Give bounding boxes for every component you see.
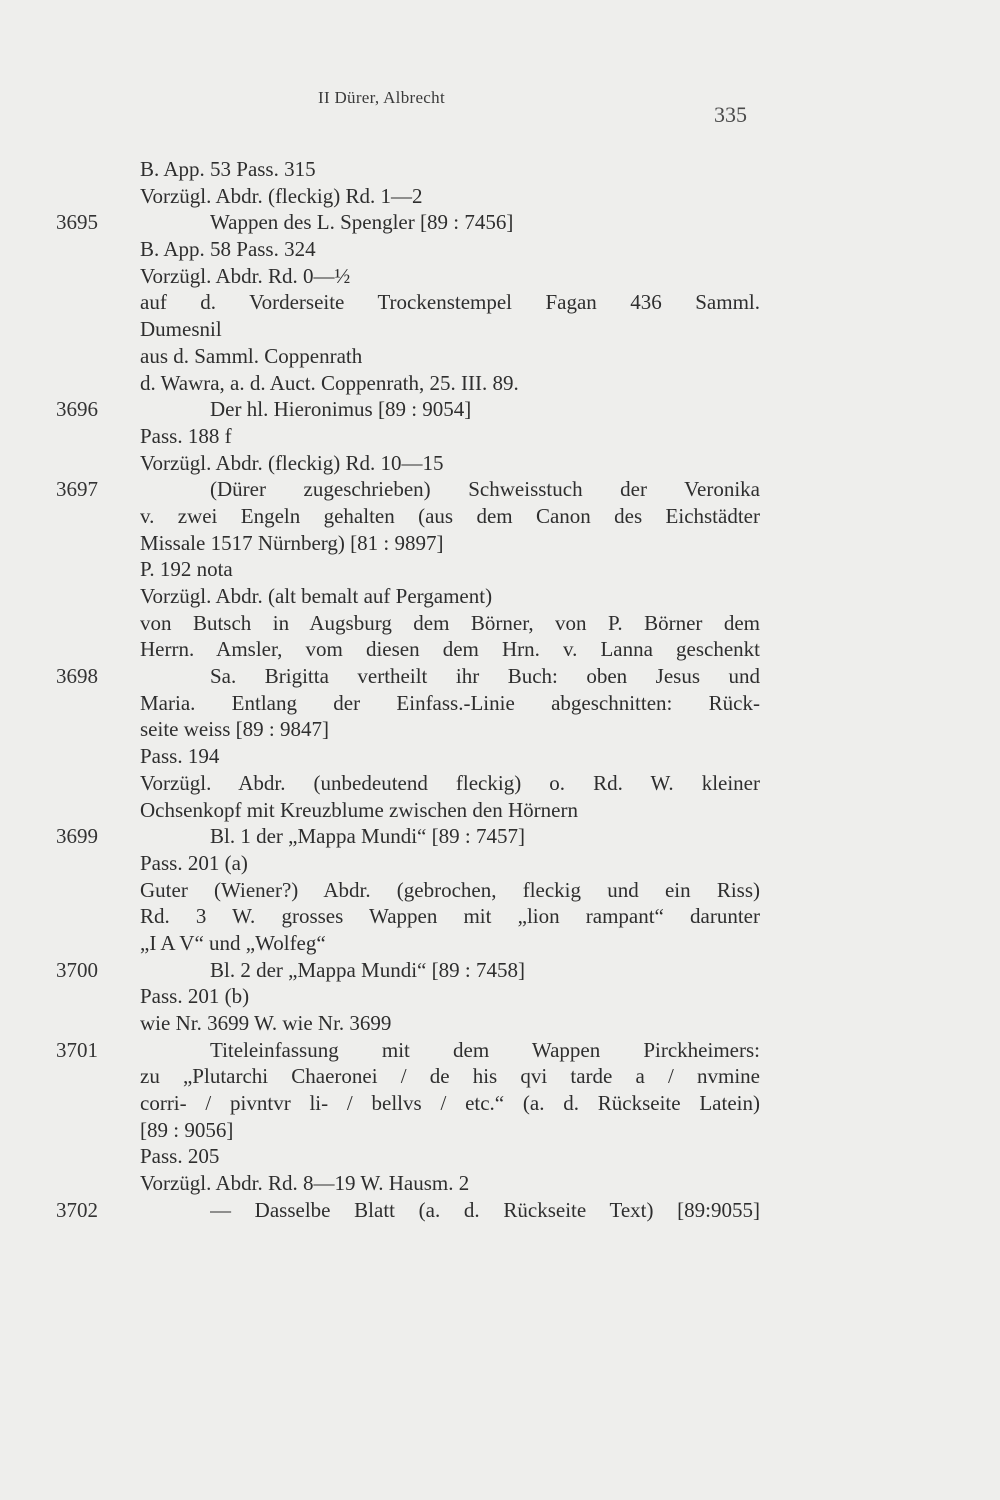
page-header (0, 88, 1000, 127)
catalog-line (0, 930, 1000, 957)
catalog-line (0, 690, 1000, 717)
entry-detail-line: seite weiss [89 : 9847] (140, 717, 329, 742)
catalog-line (0, 583, 1000, 610)
catalog-line (0, 636, 1000, 663)
catalog-line (0, 503, 1000, 530)
catalog-line (0, 236, 1000, 263)
catalog-line (0, 476, 1000, 503)
entry-number: 3697 (56, 477, 98, 502)
entry-title: Sa. Brigitta vertheilt ihr Buch: oben Jesus und (210, 664, 760, 689)
entry-number: 3695 (56, 210, 98, 235)
catalog-line (0, 209, 1000, 236)
catalog-line (0, 850, 1000, 877)
catalog-line (0, 1090, 1000, 1117)
catalog-line (0, 183, 1000, 210)
catalog-line (0, 1143, 1000, 1170)
entry-detail-line: d. Wawra, a. d. Auct. Coppenrath, 25. III. 89. (140, 370, 519, 395)
entry-detail-line: Rd. 3 W. grosses Wappen mit „lion rampant“ darunter (140, 904, 760, 929)
catalog-line (0, 743, 1000, 770)
entry-detail-line: Maria. Entlang der Einfass.-Linie abgeschnitten: Rück- (140, 690, 760, 715)
catalog-line (0, 823, 1000, 850)
page-number: 335 (714, 102, 747, 127)
entry-detail-line: Pass. 201 (b) (140, 984, 250, 1009)
catalog-line (0, 1197, 1000, 1224)
entry-detail-line: von Butsch in Augsburg dem Börner, von P. Börner dem (140, 610, 760, 635)
entry-detail-line: P. 192 nota (140, 557, 233, 582)
entry-detail-line: Vorzügl. Abdr. (alt bemalt auf Pergament) (140, 584, 493, 608)
entry-number: 3699 (56, 824, 98, 849)
entry-detail-line: corri- / pivntvr li- / bellvs / etc.“ (a. d. Rückseite Latein) (140, 1091, 760, 1116)
entry-detail-line: Vorzügl. Abdr. (fleckig) Rd. 1—2 (140, 183, 423, 208)
entry-title: — Dasselbe Blatt (a. d. Rückseite Text) [89:9055] (210, 1197, 760, 1222)
running-head: II Dürer, Albrecht (318, 88, 445, 107)
entry-number: 3700 (56, 957, 98, 982)
catalog-line (0, 957, 1000, 984)
entry-detail-line: auf d. Vorderseite Trockenstempel Fagan 436 Samml. (140, 290, 760, 315)
entry-detail-line: B. App. 53 Pass. 315 (140, 157, 316, 181)
entry-number: 3701 (56, 1037, 98, 1062)
entry-detail-line: [89 : 9056] (140, 1117, 234, 1142)
catalog-line (0, 983, 1000, 1010)
catalog-line (0, 1170, 1000, 1197)
catalog-line (0, 797, 1000, 824)
entry-title: Titeleinfassung mit dem Wappen Pirckheimers: (210, 1037, 760, 1062)
catalog-line (0, 343, 1000, 370)
entry-detail-line: Pass. 205 (140, 1144, 220, 1169)
entry-detail-line: Herrn. Amsler, vom diesen dem Hrn. v. Lanna geschenkt (140, 637, 760, 662)
entry-detail-line: v. zwei Engeln gehalten (aus dem Canon des Eichstädter (140, 503, 760, 528)
entry-detail-line: Vorzügl. Abdr. (unbedeutend fleckig) o. Rd. W. kleiner (140, 770, 760, 795)
entry-title: Bl. 2 der „Mappa Mundi“ [89 : 7458] (210, 957, 525, 982)
catalog-line (0, 877, 1000, 904)
entry-title: Wappen des L. Spengler [89 : 7456] (210, 210, 514, 235)
entry-detail-line: Missale 1517 Nürnberg) [81 : 9897] (140, 530, 444, 555)
catalog-line (0, 423, 1000, 450)
catalog-line (0, 370, 1000, 397)
catalog-line (0, 770, 1000, 797)
entry-detail-line: Vorzügl. Abdr. (fleckig) Rd. 10—15 (140, 450, 444, 475)
catalog-entries (0, 156, 1000, 1224)
catalog-line (0, 1063, 1000, 1090)
entry-number: 3702 (56, 1197, 98, 1222)
catalog-line (0, 1010, 1000, 1037)
entry-detail-line: Dumesnil (140, 317, 222, 342)
catalog-line (0, 903, 1000, 930)
catalog-line (0, 530, 1000, 557)
catalog-line (0, 263, 1000, 290)
catalog-line (0, 156, 1000, 183)
catalog-line (0, 610, 1000, 637)
catalog-line (0, 663, 1000, 690)
entry-detail-line: aus d. Samml. Coppenrath (140, 343, 363, 368)
catalog-line (0, 1037, 1000, 1064)
catalog-line (0, 450, 1000, 477)
catalog-line (0, 396, 1000, 423)
entry-detail-line: B. App. 58 Pass. 324 (140, 237, 316, 262)
entry-number: 3696 (56, 397, 98, 422)
catalog-line (0, 289, 1000, 316)
entry-title: Der hl. Hieronimus [89 : 9054] (210, 397, 472, 422)
entry-detail-line: Vorzügl. Abdr. Rd. 8—19 W. Hausm. 2 (140, 1171, 470, 1196)
entry-detail-line: Pass. 194 (140, 744, 220, 769)
entry-number: 3698 (56, 664, 98, 689)
entry-title: Bl. 1 der „Mappa Mundi“ [89 : 7457] (210, 824, 525, 849)
catalog-line (0, 716, 1000, 743)
entry-detail-line: Vorzügl. Abdr. Rd. 0—½ (140, 263, 351, 288)
entry-detail-line: Ochsenkopf mit Kreuzblume zwischen den Hörnern (140, 797, 578, 822)
entry-detail-line: „I A V“ und „Wolfeg“ (140, 930, 326, 955)
entry-detail-line: Pass. 201 (a) (140, 850, 248, 875)
entry-detail-line: wie Nr. 3699 W. wie Nr. 3699 (140, 1011, 392, 1035)
catalog-line (0, 556, 1000, 583)
catalog-line (0, 1117, 1000, 1144)
entry-title: (Dürer zugeschrieben) Schweisstuch der Veronika (210, 477, 760, 502)
entry-detail-line: Pass. 188 f (140, 423, 232, 448)
entry-detail-line: Guter (Wiener?) Abdr. (gebrochen, fleckig und ein Riss) (140, 877, 760, 902)
catalog-line (0, 316, 1000, 343)
entry-detail-line: zu „Plutarchi Chaeronei / de his qvi tarde a / nvmine (140, 1064, 760, 1089)
